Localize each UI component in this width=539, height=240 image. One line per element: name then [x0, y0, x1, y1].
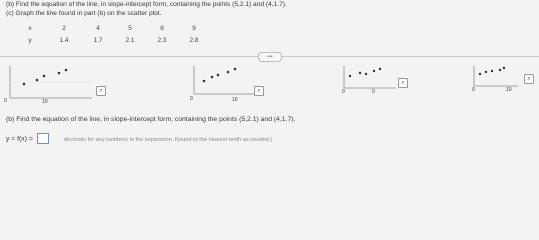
table-cell: 1.7: [93, 37, 103, 44]
table-cell: 5: [128, 25, 132, 32]
graph-option-3[interactable]: [340, 64, 405, 95]
hint-text: decimals for any numbers in the expression. Round to the nearest tenth as needed.): [64, 137, 273, 143]
question-c-text: (c) Graph the line found in part (b) on the scatter plot.: [6, 10, 162, 17]
table-cell: 2.3: [157, 37, 167, 44]
tick-label: 0: [4, 98, 7, 104]
scatter-plot-thumbnail: [188, 64, 258, 104]
scatter-plot-thumbnail: [340, 64, 400, 94]
tick-label: 10: [506, 87, 512, 93]
tick-label: 0: [190, 96, 193, 102]
table-cell: 9: [192, 25, 196, 32]
answer-label: y = f(x) =: [6, 135, 33, 143]
tick-label: 0: [372, 89, 375, 95]
tick-label: 10: [42, 99, 48, 105]
question-b-text: (b) Find the equation of the line, in slope-intercept form, containing the points (5,2.1) and (4,1.7).: [6, 116, 296, 123]
zoom-icon[interactable]: ⌕: [398, 78, 408, 88]
graph-option-2[interactable]: [188, 64, 261, 104]
table-cell: 8: [160, 25, 164, 32]
table-cell: 1.4: [59, 37, 69, 44]
answer-row: [6, 133, 49, 144]
tick-label: 0: [342, 89, 345, 95]
table-cell: 2: [62, 25, 66, 32]
question-b-text: (b) Find the equation of the line, in slope-intercept form, containing the points (5,2.1) and (4,1.7).: [6, 1, 287, 8]
table-header-x: x: [28, 25, 32, 32]
more-dots-icon[interactable]: •••: [258, 52, 282, 62]
tick-label: 0: [472, 87, 475, 93]
zoom-icon[interactable]: ⌕: [254, 86, 264, 96]
graph-option-4[interactable]: [470, 64, 531, 94]
scatter-plot-thumbnail: [4, 64, 96, 106]
table-cell: 2.8: [189, 37, 199, 44]
table-cell: 2.1: [125, 37, 135, 44]
zoom-icon[interactable]: ⌕: [96, 86, 106, 96]
zoom-icon[interactable]: ⌕: [524, 74, 534, 84]
graph-option-1[interactable]: [4, 64, 103, 106]
scatter-plot-thumbnail: [470, 64, 522, 94]
answer-input[interactable]: [37, 133, 49, 144]
tick-label: 10: [232, 97, 238, 103]
table-cell: 4: [96, 25, 100, 32]
table-header-y: y: [28, 37, 32, 44]
